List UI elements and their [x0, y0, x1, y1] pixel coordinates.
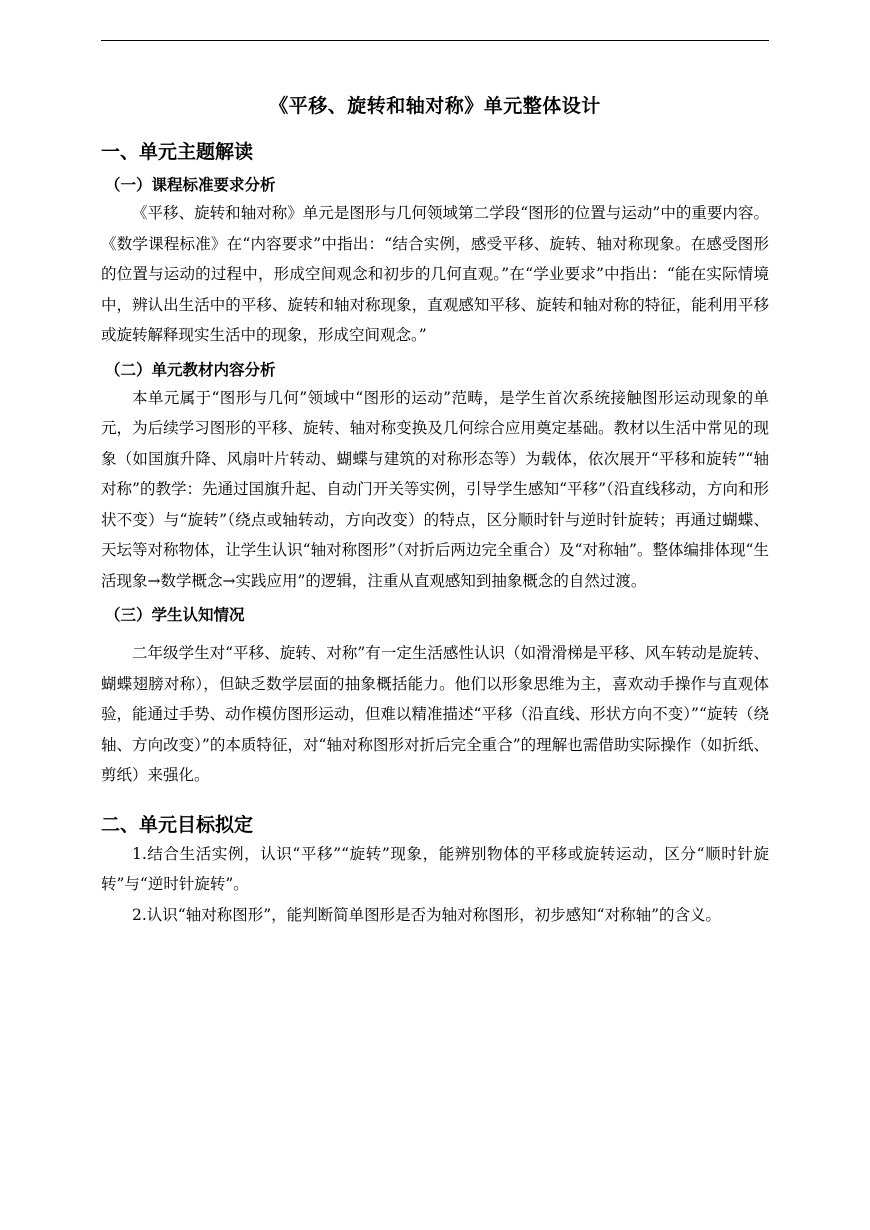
paragraph-student-cognition: 二年级学生对“平移、旋转、对称”有一定生活感性认识（如滑滑梯是平移、风车转动是旋转、蝴蝶翅膀对称），但缺乏数学层面的抽象概括能力。他们以形象思维为主，喜欢动手操作与直观体验，能通过手势、动作模仿图形运动，但难以精准描述“平移（沿直线、形状方向不变）”“旋转（绕轴、方向改变）”的本质特征，对“轴对称图形对折后完全重合”的理解也需借助实际操作（如折纸、剪纸）来强化。	[101, 644, 769, 784]
header-rule	[101, 40, 769, 41]
document-title: 《平移、旋转和轴对称》单元整体设计	[269, 95, 601, 117]
section-heading-unit-goals: 二、单元目标拟定	[101, 813, 254, 836]
section-heading-unit-theme: 一、单元主题解读	[101, 141, 254, 163]
document-body	[101, 92, 769, 930]
subheading-textbook-content: （二）单元教材内容分析	[105, 360, 276, 379]
paragraph-curriculum-standard: 《平移、旋转和轴对称》单元是图形与几何领域第二学段“图形的位置与运动”中的重要内容。《数学课程标准》在“内容要求”中指出：“结合实例，感受平移、旋转、轴对称现象。在感受图形的位置与运动的过程中，形成空间观念和初步的几何直观。”在“学业要求”中指出：“能在实际情境中，辨认出生活中的平移、旋转和轴对称现象，直观感知平移、旋转和轴对称的特征，能利用平移或旋转解释现实生活中的现象，形成空间观念。”	[101, 204, 769, 344]
subheading-curriculum-standard: （一）课程标准要求分析	[105, 176, 276, 194]
goal-item-1: 1.结合生活实例，认识“平移”“旋转”现象，能辨别物体的平移或旋转运动，区分“顺时针旋转”与“逆时针旋转”。	[101, 844, 769, 893]
paragraph-textbook-content: 本单元属于“图形与几何”领域中“图形的运动”范畴，是学生首次系统接触图形运动现象的单元，为后续学习图形的平移、旋转、轴对称变换及几何综合应用奠定基础。教材以生活中常见的现象（如国旗升降、风扇叶片转动、蝴蝶与建筑的对称形态等）为载体，依次展开“平移和旋转”“轴对称”的教学：先通过国旗升起、自动门开关等实例，引导学生感知“平移”（沿直线移动，方向和形状不变）与“旋转”（绕点或轴转动，方向改变）的特点，区分顺时针与逆时针旋转；再通过蝴蝶、天坛等对称物体，让学生认识“轴对称图形”（对折后两边完全重合）及“对称轴”。整体编排体现“生活现象→数学概念→实践应用”的逻辑，注重从直观感知到抽象概念的自然过渡。	[101, 388, 769, 590]
subheading-student-cognition: （三）学生认知情况	[105, 606, 245, 624]
goal-item-2: 2.认识“轴对称图形”，能判断简单图形是否为轴对称图形，初步感知“对称轴”的含义。	[132, 905, 721, 924]
